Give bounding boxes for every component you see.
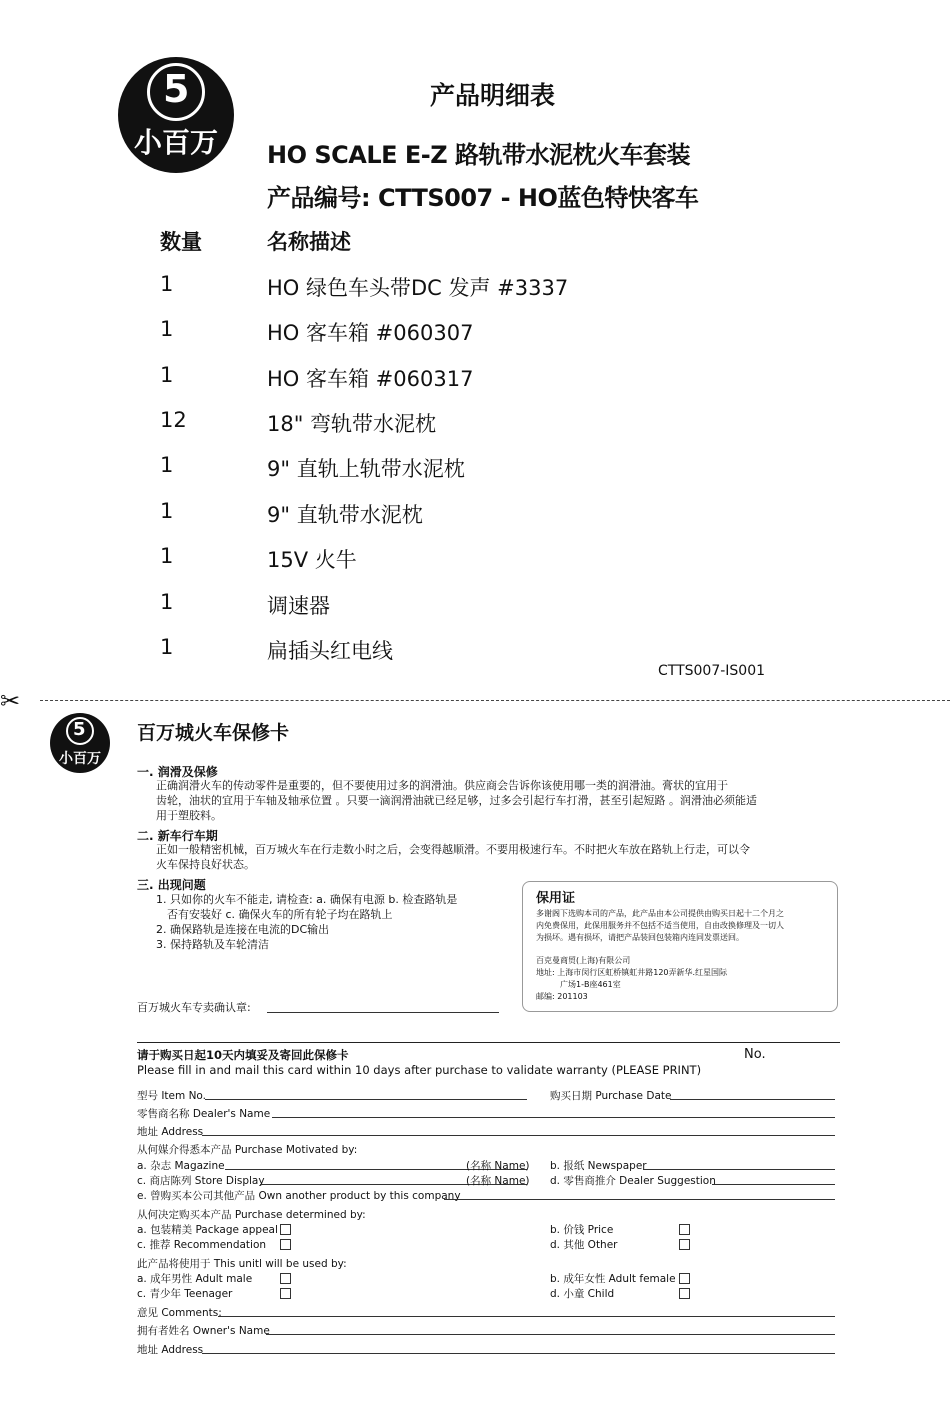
owner-name-label: 拥有者姓名 Owner's Name: [137, 1325, 270, 1337]
section-1-text: [156, 778, 856, 823]
text-line: 用于塑胶料。: [156, 809, 222, 822]
section-1-title: 一. 润滑及保修: [137, 765, 218, 779]
section-2-title: 二. 新车行车期: [137, 829, 218, 843]
table-row: [0, 499, 950, 529]
comments-label: 意见 Comments:: [137, 1307, 222, 1319]
warranty-company: [536, 955, 727, 1003]
text-line: 多谢阁下选购本司的产品，此产品由本公司提供由购买日起十二个月之: [536, 909, 784, 918]
package-label: a. 包装精美 Package appeal: [137, 1224, 278, 1236]
adult-female-checkbox[interactable]: [679, 1273, 690, 1284]
text-line: 否有安装好 c. 确保火车的所有轮子均在路轨上: [167, 908, 393, 921]
text-line: 1. 只如你的火车不能走, 请检查: a. 确保有电源 b. 检查路轨是: [156, 893, 458, 906]
newspaper-label: b. 报纸 Newspaper: [550, 1160, 647, 1172]
address-field[interactable]: [202, 1135, 835, 1136]
child-label: d. 小童 Child: [550, 1288, 615, 1300]
recommend-label: c. 推荐 Recommendation: [137, 1239, 267, 1251]
logo-text: 小百万: [133, 126, 218, 159]
section-2-text: [156, 842, 856, 872]
desc-header: 名称描述: [267, 230, 351, 254]
scissors-icon: ✂: [0, 687, 21, 715]
adult-female-label: b. 成年女性 Adult female: [550, 1273, 676, 1285]
logo-text: 小百万: [59, 751, 101, 767]
teenager-label: c. 青少年 Teenager: [137, 1288, 233, 1300]
form-top-rule: [137, 1042, 840, 1043]
dealer-stamp-field[interactable]: [267, 1012, 499, 1013]
owner-address-field[interactable]: [202, 1353, 835, 1354]
price-label: b. 价钱 Price: [550, 1224, 614, 1236]
table-row: [0, 544, 950, 574]
qty-cell: 1: [160, 453, 174, 477]
brand-logo-small: [50, 713, 110, 773]
text-line: 3. 保持路轨及车轮清洁: [156, 938, 269, 951]
teenager-checkbox[interactable]: [280, 1288, 291, 1299]
logo-digit: 5: [163, 67, 190, 111]
qty-cell: 1: [160, 317, 174, 341]
other-label: d. 其他 Other: [550, 1239, 618, 1251]
table-row: [0, 363, 950, 393]
section-3-text: [156, 892, 516, 952]
table-row: [0, 453, 950, 483]
product-subtitle: HO SCALE E-Z 路轨带水泥枕火车套装: [267, 141, 690, 169]
text-line: 2. 确保路轨是连接在电流的DC输出: [156, 923, 330, 936]
text-line: 正如一般精密机械，百万城火车在行走数小时之后，会变得越顺滑。不要用极速行车。不时把火车放在路轨上行走，可以令: [156, 843, 750, 856]
section-3-title: 三. 出现问题: [137, 878, 206, 892]
store-display-label: c. 商店陈列 Store Display: [137, 1175, 265, 1187]
form-heading-en: Please fill in and mail this card within 10 days after purchase to validate warranty (PLEASE PRINT): [137, 1063, 702, 1077]
desc-cell: 9" 直轨带水泥枕: [267, 503, 423, 527]
qty-cell: 1: [160, 363, 174, 387]
company-postal: 邮编: 201103: [536, 992, 588, 1001]
qty-cell: 1: [160, 499, 174, 523]
qty-cell: 12: [160, 408, 187, 432]
form-no-label: No.: [744, 1047, 766, 1062]
adult-male-label: a. 成年男性 Adult male: [137, 1273, 253, 1285]
form-heading-cn: 请于购买日起10天内填妥及寄回此保修卡: [137, 1048, 349, 1062]
magazine-name-label: (名称 Name): [466, 1160, 530, 1172]
company-address: 地址: 上海市闵行区虹桥镇虹井路120弄新华.红星国际: [536, 968, 728, 977]
qty-cell: 1: [160, 590, 174, 614]
desc-cell: 18" 弯轨带水泥枕: [267, 412, 437, 436]
purchase-date-field[interactable]: [670, 1099, 835, 1100]
text-line: 为损坏。遇有损坏，请把产品装回包装箱内连同发票送回。: [536, 933, 744, 942]
desc-cell: 15V 火牛: [267, 548, 357, 572]
table-row: [0, 408, 950, 438]
product-code: 产品编号: CTTS007 - HO蓝色特快客车: [267, 184, 699, 212]
package-checkbox[interactable]: [280, 1224, 291, 1235]
warranty-title: 保用证: [536, 891, 576, 906]
dealer-suggestion-label: d. 零售商推介 Dealer Suggestion: [550, 1175, 716, 1187]
brand-logo: [118, 57, 234, 173]
dealer-suggestion-field[interactable]: [712, 1184, 835, 1185]
text-line: 正确润滑火车的传动零件是重要的，但不要使用过多的润滑油。供应商会告诉你该使用哪一类的润滑油。膏状的宜用于: [156, 779, 728, 792]
desc-cell: HO 客车箱 #060307: [267, 321, 474, 345]
desc-cell: HO 绿色车头带DC 发声 #3337: [267, 276, 569, 300]
other-checkbox[interactable]: [679, 1239, 690, 1250]
dealer-name-field[interactable]: [272, 1117, 835, 1118]
child-checkbox[interactable]: [679, 1288, 690, 1299]
logo-digit: 5: [73, 719, 86, 740]
own-product-label: e. 曾购买本公司其他产品 Own another product by this company: [137, 1190, 461, 1202]
text-line: 内免费保用，此保用服务并不包括不适当使用，自由改换修理及一切人: [536, 921, 784, 930]
warranty-text: [536, 908, 831, 944]
dealer-name-label: 零售商名称 Dealer's Name: [137, 1108, 271, 1120]
text-line: 火车保持良好状态。: [156, 858, 255, 871]
text-line: 齿轮，油状的宜用于车轴及轴承位置 。只要一滴润滑油就已经足够，过多会引起行车打滑，甚至引起短路 。润滑油必须能适: [156, 794, 757, 807]
adult-male-checkbox[interactable]: [280, 1273, 291, 1284]
store-name-label: (名称 Name): [466, 1175, 530, 1187]
page-title: 产品明细表: [430, 81, 556, 110]
company-name: 百克曼商贸(上海)有限公司: [536, 956, 631, 965]
used-by-label: 此产品将使用于 This unitl will be used by:: [137, 1258, 347, 1270]
cut-line: [40, 700, 950, 701]
desc-cell: 扁插头红电线: [267, 639, 393, 663]
dealer-stamp-label: 百万城火车专卖确认章:: [137, 1001, 251, 1014]
desc-cell: HO 客车箱 #060317: [267, 367, 474, 391]
comments-field[interactable]: [218, 1316, 835, 1317]
desc-cell: 调速器: [267, 594, 330, 618]
item-no-label: 型号 Item No.: [137, 1090, 207, 1102]
purchase-date-label: 购买日期 Purchase Date: [550, 1090, 672, 1102]
warranty-box: [522, 881, 838, 1012]
table-row: [0, 590, 950, 620]
address-label: 地址 Address: [137, 1126, 204, 1138]
company-address-2: 广场1-B座461室: [560, 980, 621, 989]
owner-address-label: 地址 Address: [137, 1344, 204, 1356]
magazine-label: a. 杂志 Magazine: [137, 1160, 225, 1172]
determined-label: 从何决定购买本产品 Purchase determined by:: [137, 1209, 366, 1221]
newspaper-field[interactable]: [643, 1169, 835, 1170]
desc-cell: 9" 直轨上轨带水泥枕: [267, 457, 465, 481]
qty-cell: 1: [160, 635, 174, 659]
price-checkbox[interactable]: [679, 1224, 690, 1235]
qty-cell: 1: [160, 544, 174, 568]
motivated-label: 从何媒介得悉本产品 Purchase Motivated by:: [137, 1144, 358, 1156]
document-number: CTTS007-IS001: [658, 663, 766, 679]
own-product-field[interactable]: [444, 1199, 835, 1200]
table-row: [0, 635, 950, 665]
owner-name-field[interactable]: [266, 1334, 835, 1335]
qty-header: 数量: [160, 230, 202, 254]
warranty-card-title: 百万城火车保修卡: [137, 722, 290, 744]
table-row: [0, 272, 950, 302]
recommend-checkbox[interactable]: [280, 1239, 291, 1250]
qty-cell: 1: [160, 272, 174, 296]
table-row: [0, 317, 950, 347]
item-no-field[interactable]: [205, 1099, 527, 1100]
